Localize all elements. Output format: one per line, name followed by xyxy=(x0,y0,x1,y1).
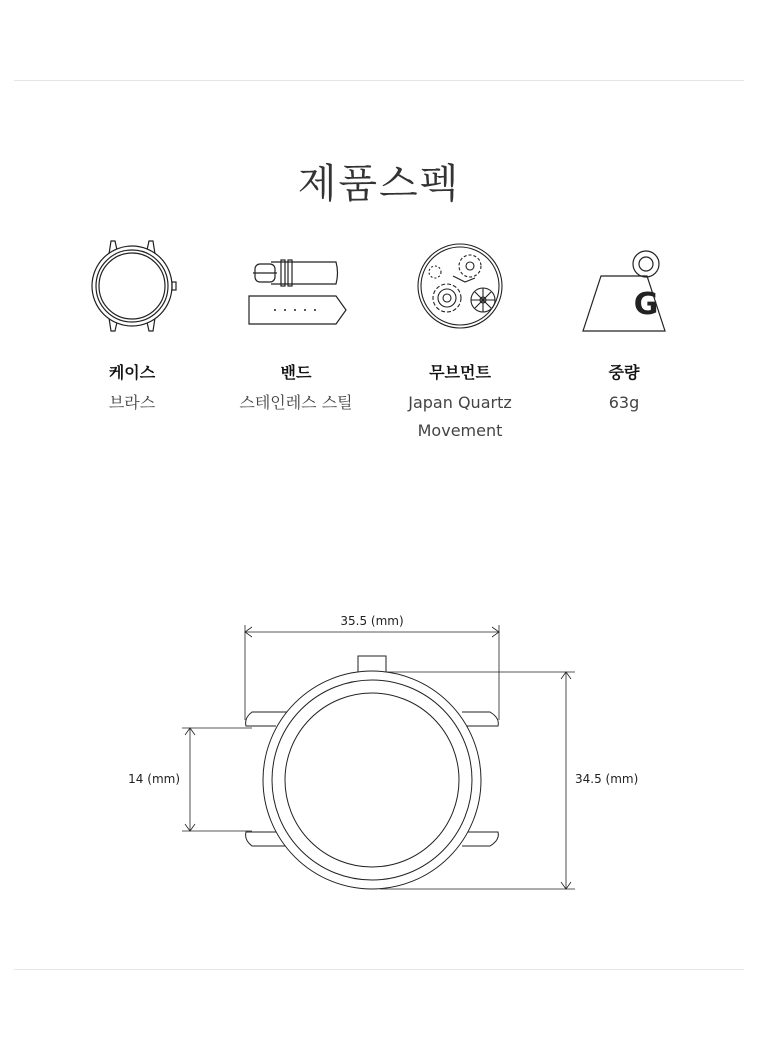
weight-icon xyxy=(569,236,679,336)
spec-label-case: 케이스 xyxy=(108,363,156,382)
spec-item-weight xyxy=(549,236,699,417)
spec-item-band xyxy=(221,236,371,417)
spec-value-band: 스테인레스 스틸 xyxy=(239,393,353,412)
lower-right-lug xyxy=(462,832,498,846)
width-dimension-label: 35.5 (mm) xyxy=(340,614,404,628)
bottom-divider xyxy=(14,969,744,970)
band-width-dimension-label: 14 (mm) xyxy=(128,772,180,786)
watch-band-icon xyxy=(241,236,351,336)
spec-item-case xyxy=(57,236,207,417)
spec-item-movement xyxy=(385,236,535,445)
spec-label-movement: 무브먼트 xyxy=(429,363,491,382)
movement-gears-icon xyxy=(405,236,515,336)
watch-case-icon xyxy=(77,236,187,336)
spec-value-movement: Japan Quartz Movement xyxy=(408,393,512,440)
dimension-diagram xyxy=(0,600,758,900)
case-outer xyxy=(263,671,481,889)
spec-label-band: 밴드 xyxy=(280,363,312,382)
crown xyxy=(358,656,386,672)
top-divider xyxy=(14,80,744,81)
upper-right-lug xyxy=(462,712,498,726)
page-title: 제품스펙 xyxy=(297,161,461,207)
height-dimension-label: 34.5 (mm) xyxy=(575,772,639,786)
spec-value-weight: 63g xyxy=(608,393,640,412)
spec-value-case: 브라스 xyxy=(108,393,156,412)
weight-icon-letter: G xyxy=(633,287,659,322)
spec-label-weight: 중량 xyxy=(608,363,640,382)
